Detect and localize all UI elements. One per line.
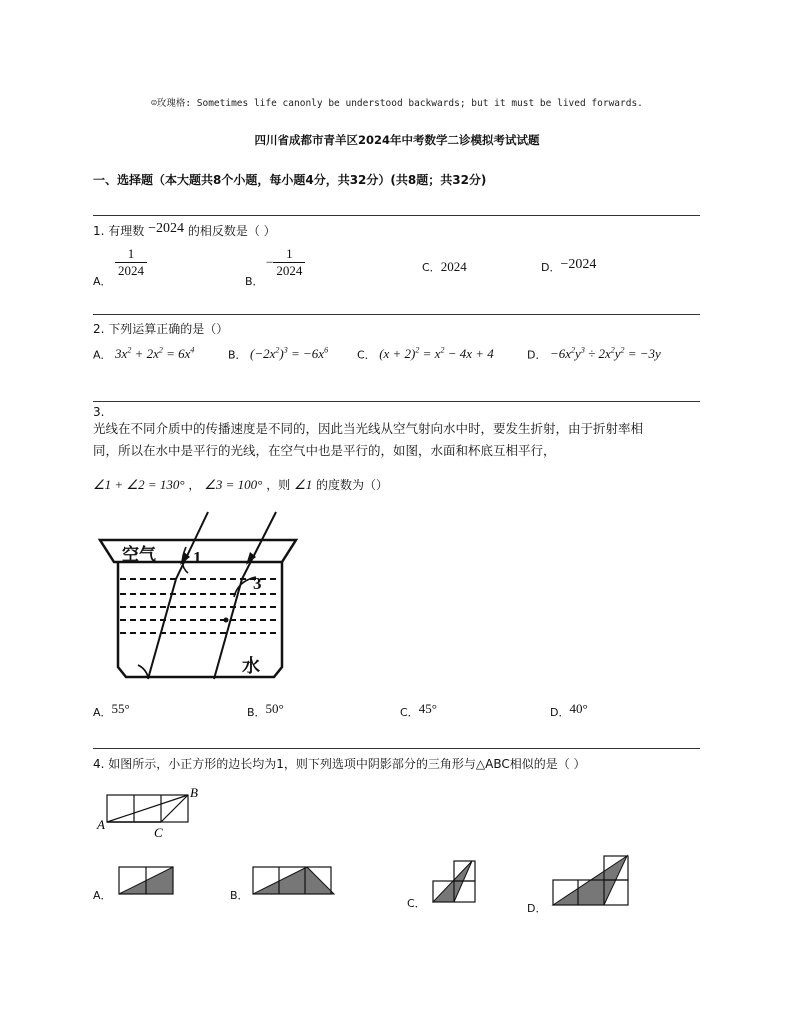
divider (93, 314, 700, 315)
question-2-stem: 2. 下列运算正确的是（） (93, 322, 229, 336)
light-ray-right-water (214, 579, 242, 679)
q4-option-b-label: B． (230, 889, 249, 902)
q3-option-c[interactable]: C．45° (400, 701, 437, 719)
section-heading: 一、选择题（本大题共8个小题，每小题4分，共32分）(共8题；共32分) (93, 173, 487, 187)
q4-option-c-label: C． (407, 897, 426, 910)
light-ray-left-air (176, 512, 208, 579)
q1-option-a[interactable]: $\frac{1}{2024}$ (115, 246, 147, 279)
q1-option-a-label: A． (93, 275, 112, 288)
point-c-label: C (154, 825, 163, 840)
q4-option-d-label: D． (527, 902, 547, 915)
q2-option-d[interactable]: D． $-6x^2y^3 \div 2x^2y^2 = -3y$ (527, 346, 661, 362)
shaded-triangle (253, 867, 334, 894)
q1-option-b-label: B． (245, 275, 264, 288)
question-4-stem: 4. 如图所示，小正方形的边长均为1，则下列选项中阴影部分的三角形与△ABC相似的是（ ） (93, 757, 586, 771)
segment-ab (107, 795, 188, 822)
page-title: 四川省成都市青羊区2024年中考数学二诊模拟考试试题 (254, 133, 540, 147)
divider (93, 748, 700, 749)
q1-number: −2024 (148, 221, 184, 236)
q2-option-a[interactable]: A． $3x^2 + 2x^2 = 6x^4$ (93, 346, 195, 362)
label-water: 水 (242, 656, 260, 677)
label-air: 空气 (122, 545, 156, 565)
light-ray-right-air (242, 512, 276, 579)
q2-option-b[interactable]: B． $(-2x^2)^3 = -6x^6$ (228, 346, 329, 362)
question-3-condition: ∠1 + ∠2 = 130° ， ∠3 = 100° ，则 ∠1 的度数为（） (93, 477, 389, 492)
q4-option-b-figure[interactable] (250, 864, 335, 898)
q4-option-d-figure[interactable] (550, 853, 632, 909)
divider (93, 401, 700, 402)
label-angle-3: 3 (253, 574, 262, 593)
q3-option-b[interactable]: B．50° (247, 701, 284, 719)
ray-point (224, 618, 229, 623)
angle-2-arc (138, 665, 148, 677)
q1-option-c[interactable]: C．2024 (422, 259, 467, 274)
point-b-label: B (190, 785, 198, 800)
q2-option-c[interactable]: C． $(x + 2)^2 = x^2 - 4x + 4$ (357, 346, 494, 362)
q1-option-b[interactable]: − $\frac{1}{2024}$ (266, 246, 305, 279)
divider (93, 215, 700, 216)
question-1-stem: 1. 有理数 −2024 的相反数是（ ） (93, 221, 276, 238)
question-3-number: 3. (93, 405, 105, 419)
triangle-abc-figure (93, 785, 208, 840)
motto: ☺玫瑰格: Sometimes life canonly be understood backwards; but it must be lived forwards. (151, 98, 643, 109)
q4-option-c-figure[interactable] (430, 858, 480, 908)
q4-option-a-label: A． (93, 889, 112, 902)
q1-option-d[interactable]: D．−2024 (541, 257, 597, 274)
q3-option-a[interactable]: A．55° (93, 701, 130, 719)
label-angle-1: 1 (193, 548, 202, 567)
question-3-text: 光线在不同介质中的传播速度是不同的，因此当光线从空气射向水中时，要发生折射，由于折射率相 同，所以在水中是平行的光线，在空气中也是平行的，如图，水面和杯底互相平行， (93, 421, 644, 458)
refraction-figure (96, 507, 306, 687)
q3-option-d[interactable]: D．40° (550, 701, 588, 719)
q4-option-a-figure[interactable] (116, 864, 178, 898)
point-a-label: A (97, 817, 105, 832)
